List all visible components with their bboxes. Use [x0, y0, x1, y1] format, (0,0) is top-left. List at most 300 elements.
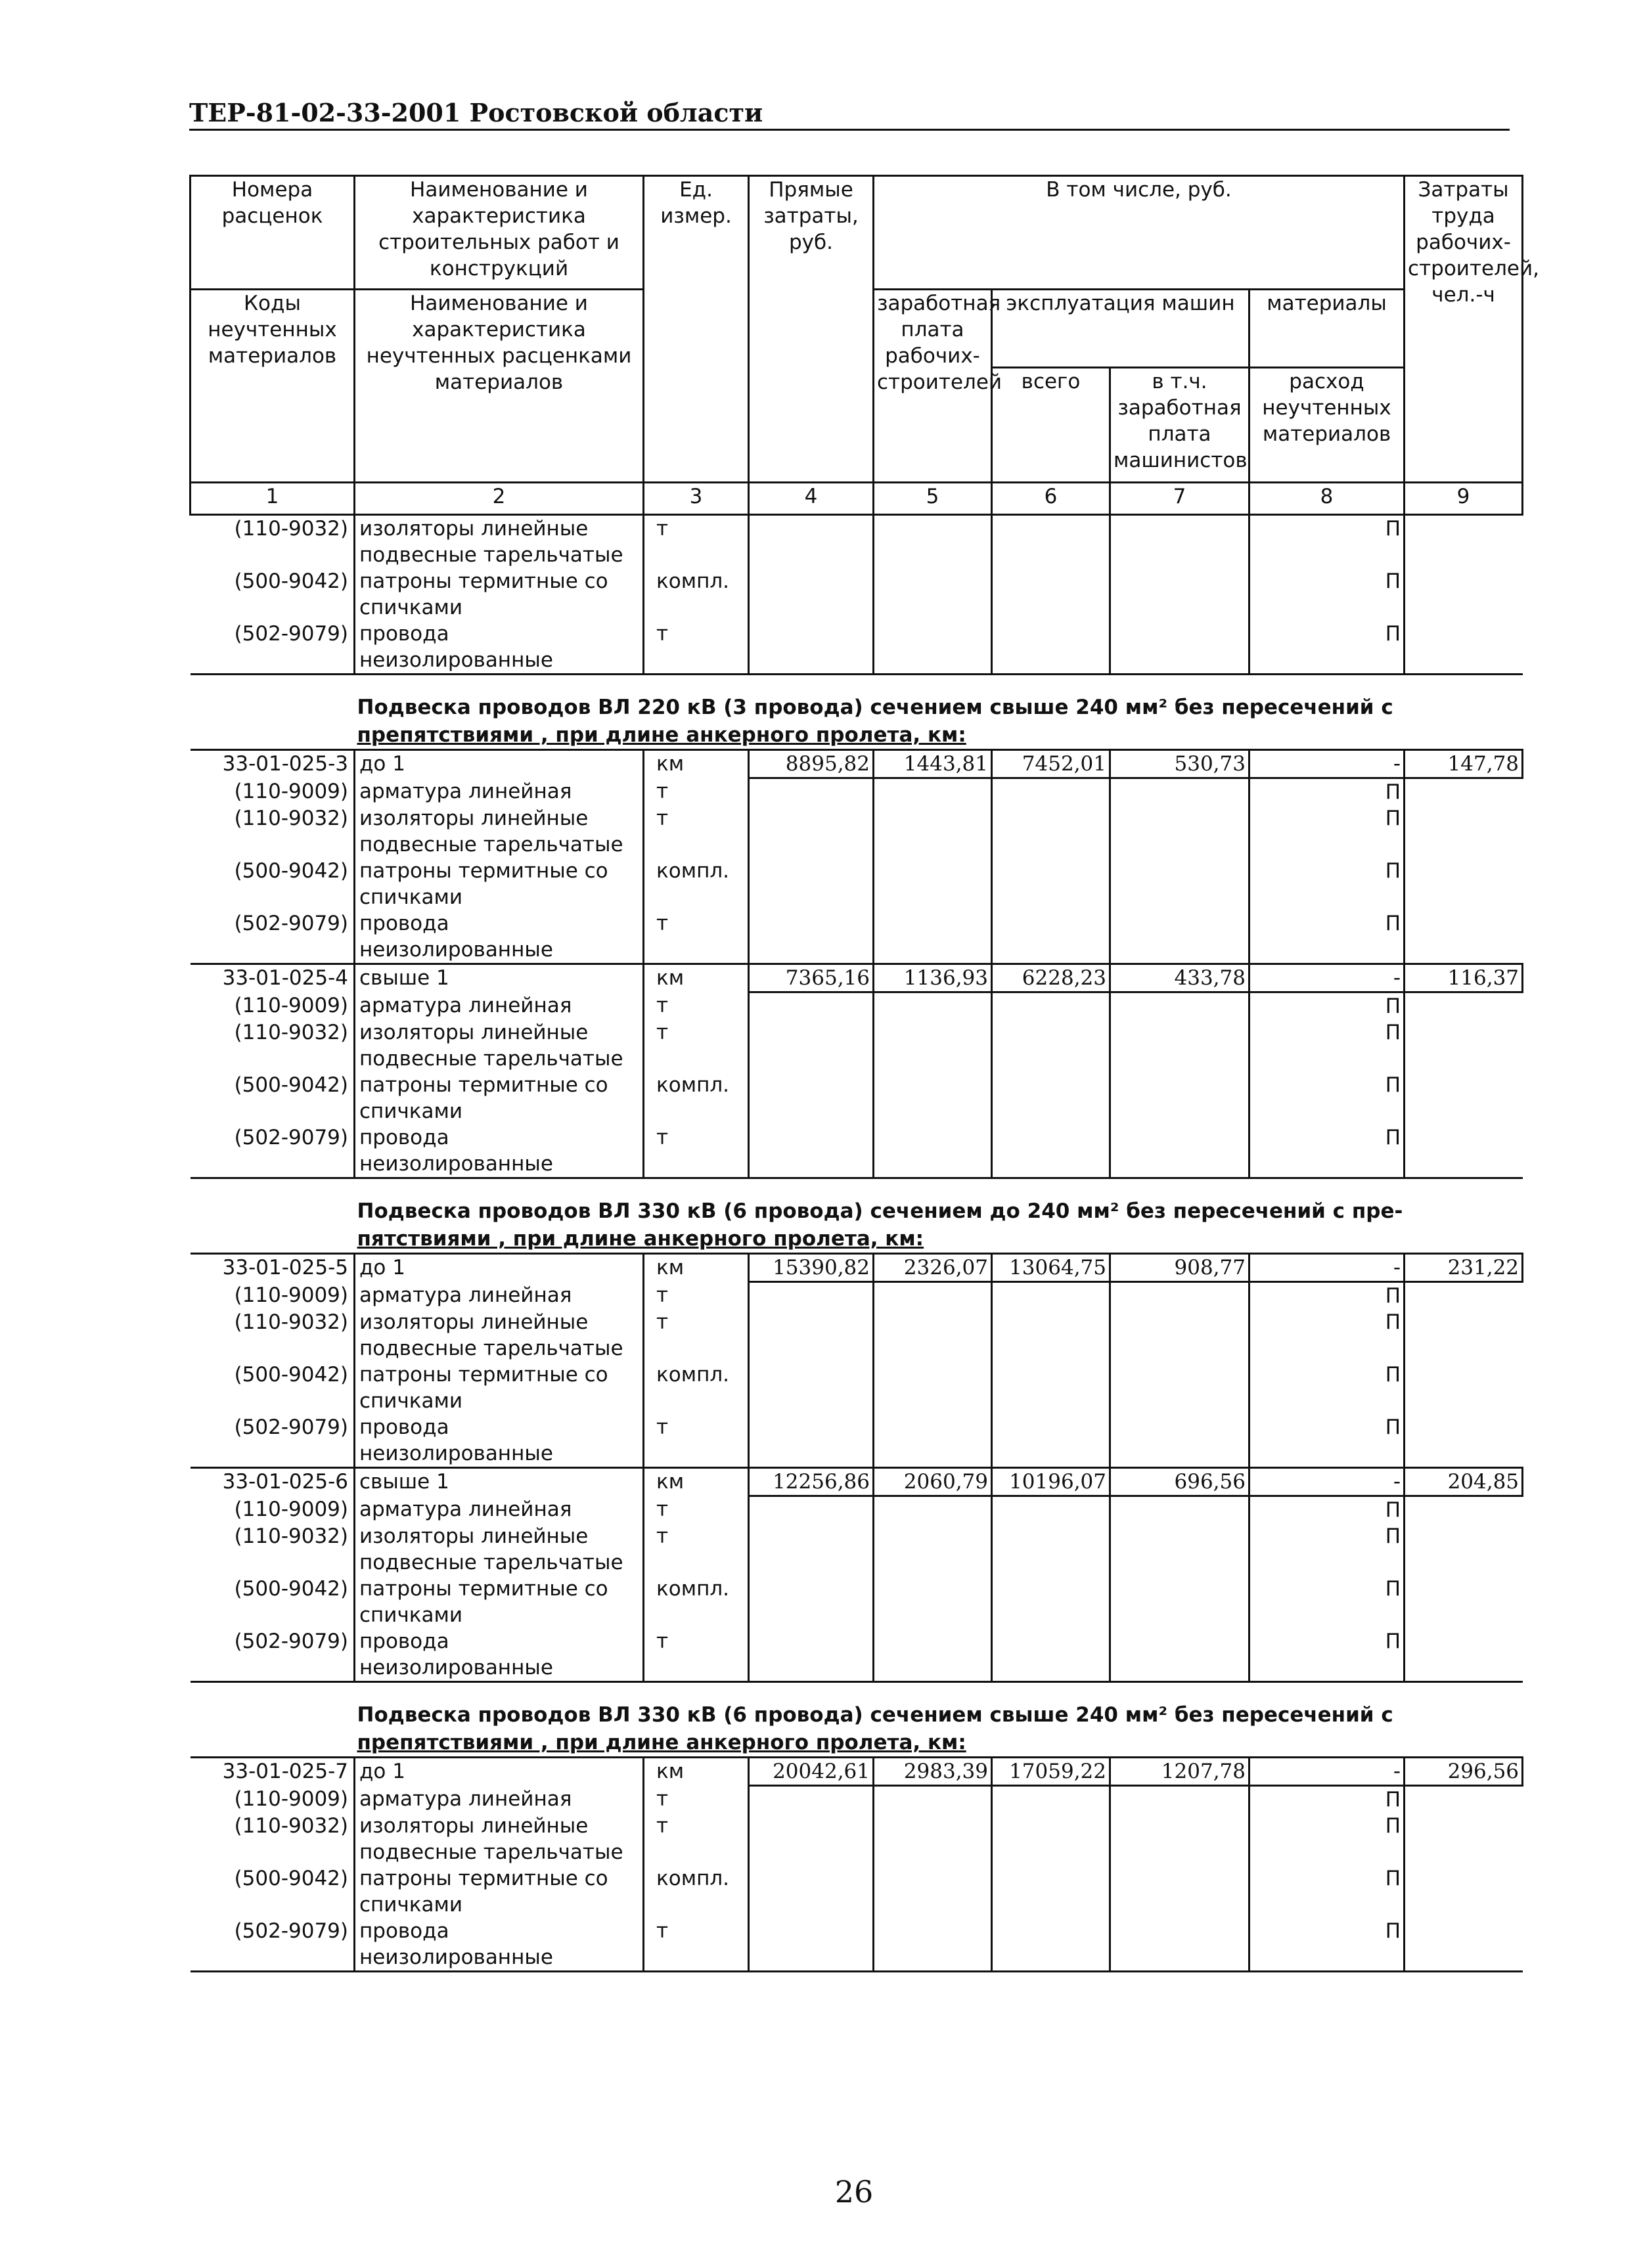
material-unit: т [644, 1282, 749, 1310]
empty-cell [749, 1865, 874, 1918]
section-title-row [191, 1682, 1523, 1758]
material-row [191, 1072, 1523, 1124]
material-unaccounted-mark: П [1249, 1072, 1405, 1124]
material-row [191, 1523, 1523, 1576]
empty-cell [749, 1496, 874, 1524]
empty-cell [874, 1496, 992, 1524]
wages-value: 1136,93 [874, 964, 992, 992]
material-code: (110-9009) [234, 1787, 348, 1811]
empty-cell [1405, 1414, 1523, 1468]
empty-cell [1110, 778, 1249, 806]
empty-cell [874, 1813, 992, 1865]
material-name: арматура линейная [355, 1496, 644, 1524]
material-code: (500-9042) [234, 859, 348, 883]
rate-name: до 1 [355, 1758, 644, 1786]
empty-cell [874, 992, 992, 1020]
empty-cell [749, 858, 874, 910]
header-labor: Затраты труда рабочих-строителей, чел.-ч [1405, 176, 1523, 483]
empty-cell [749, 1576, 874, 1628]
empty-cell [749, 805, 874, 858]
empty-cell [1405, 1309, 1523, 1362]
empty-cell [1110, 568, 1249, 621]
direct-costs-value: 8895,82 [749, 750, 874, 778]
empty-cell [1110, 992, 1249, 1020]
machinist-wages-value: 696,56 [1110, 1468, 1249, 1496]
empty-cell [1405, 1918, 1523, 1972]
empty-cell [749, 1918, 874, 1972]
material-unit: т [644, 1124, 749, 1178]
empty-cell [1405, 910, 1523, 964]
material-unaccounted-mark: П [1249, 1414, 1405, 1468]
page-number: 26 [834, 2174, 874, 2210]
material-row [191, 805, 1523, 858]
empty-cell [749, 1523, 874, 1576]
empty-cell [1110, 1496, 1249, 1524]
empty-cell [1110, 1019, 1249, 1072]
document-header: ТЕР-81-02-33-2001 Ростовской области [189, 97, 1510, 131]
material-row [191, 1019, 1523, 1072]
empty-cell [1405, 778, 1523, 806]
rate-unit: км [644, 750, 749, 778]
labor-value: 147,78 [1405, 750, 1523, 778]
material-name: арматура линейная [355, 778, 644, 806]
material-unaccounted-mark: П [1249, 1918, 1405, 1972]
empty-cell [1405, 805, 1523, 858]
material-unit: компл. [644, 568, 749, 621]
empty-cell [992, 1628, 1110, 1682]
empty-cell [992, 858, 1110, 910]
header-direct-costs: Прямые затраты, руб. [749, 176, 874, 483]
empty-cell [874, 805, 992, 858]
material-row [191, 568, 1523, 621]
header-incl-group: В том числе, руб. [874, 176, 1405, 290]
material-unit: т [644, 1813, 749, 1865]
materials-value: - [1249, 750, 1405, 778]
header-unit: Ед. измер. [644, 176, 749, 483]
empty-cell [1110, 1865, 1249, 1918]
empty-cell [874, 621, 992, 675]
empty-cell [992, 1865, 1110, 1918]
material-code: (110-9009) [234, 779, 348, 803]
material-name: патроны термитные со спичками [355, 1072, 644, 1124]
empty-cell [1110, 1124, 1249, 1178]
material-unaccounted-mark: П [1249, 1813, 1405, 1865]
section-title [355, 1682, 1523, 1758]
empty-cell [992, 778, 1110, 806]
empty-cell [1110, 621, 1249, 675]
material-name: провода неизолированные [355, 910, 644, 964]
material-unit: компл. [644, 1362, 749, 1414]
material-code: (110-9032) [191, 515, 355, 569]
empty-cell [874, 568, 992, 621]
table-body [191, 176, 1539, 1972]
header-col1-top: Номера расценок [191, 176, 355, 290]
empty-cell [992, 1576, 1110, 1628]
material-unaccounted-mark: П [1249, 1362, 1405, 1414]
material-row [191, 1414, 1523, 1468]
rate-unit: км [644, 1758, 749, 1786]
material-code: (110-9032) [234, 1021, 348, 1044]
direct-costs-value: 12256,86 [749, 1468, 874, 1496]
material-name: патроны термитные со спичками [355, 568, 644, 621]
material-unaccounted-mark: П [1249, 1786, 1405, 1813]
material-name: изоляторы линейные подвесные тарельчатые [355, 1813, 644, 1865]
empty-cell [749, 1072, 874, 1124]
material-code: (500-9042) [234, 1577, 348, 1601]
material-unit: т [644, 1019, 749, 1072]
column-number: 9 [1405, 483, 1523, 515]
empty-cell [992, 568, 1110, 621]
empty-cell [1110, 1362, 1249, 1414]
rate-code: 33-01-025-7 [191, 1758, 355, 1786]
column-number: 6 [992, 483, 1110, 515]
empty-cell [1405, 1362, 1523, 1414]
material-unit: компл. [644, 1576, 749, 1628]
header-materials-top: материалы [1249, 290, 1405, 368]
material-unit: т [644, 1523, 749, 1576]
material-code: (110-9009) [234, 1497, 348, 1521]
empty-cell [1405, 515, 1523, 569]
empty-cell [1110, 805, 1249, 858]
machines-value: 17059,22 [992, 1758, 1110, 1786]
empty-cell [749, 1786, 874, 1813]
empty-cell [1110, 1072, 1249, 1124]
material-unit: т [644, 1786, 749, 1813]
material-row [191, 515, 1523, 569]
material-row [191, 1918, 1523, 1972]
direct-costs-value: 20042,61 [749, 1758, 874, 1786]
machines-value: 13064,75 [992, 1254, 1110, 1282]
empty-cell [1405, 621, 1523, 675]
rate-row [191, 1758, 1523, 1786]
empty-cell [749, 1414, 874, 1468]
material-unaccounted-mark: П [1249, 1124, 1405, 1178]
material-unaccounted-mark: П [1249, 1865, 1405, 1918]
empty-cell [1405, 1523, 1523, 1576]
labor-value: 296,56 [1405, 1758, 1523, 1786]
empty-cell [992, 1124, 1110, 1178]
materials-value: - [1249, 1758, 1405, 1786]
machines-value: 10196,07 [992, 1468, 1110, 1496]
material-row [191, 1628, 1523, 1682]
rate-name: до 1 [355, 750, 644, 778]
material-unit: т [644, 621, 749, 675]
wages-value: 2326,07 [874, 1254, 992, 1282]
empty-cell [992, 515, 1110, 569]
empty-cell [992, 910, 1110, 964]
machinist-wages-value: 908,77 [1110, 1254, 1249, 1282]
rate-code: 33-01-025-4 [191, 964, 355, 992]
estimate-table [189, 175, 1539, 1972]
material-row [191, 778, 1523, 806]
material-code: (500-9042) [234, 569, 348, 593]
column-number: 8 [1249, 483, 1405, 515]
material-name: арматура линейная [355, 1282, 644, 1310]
header-machines-group: эксплуатация машин [992, 290, 1249, 368]
material-unit: т [644, 992, 749, 1020]
empty-cell [1110, 1414, 1249, 1468]
empty-cell [749, 1282, 874, 1310]
material-unaccounted-mark: П [1249, 992, 1405, 1020]
empty-cell [874, 1282, 992, 1310]
direct-costs-value: 15390,82 [749, 1254, 874, 1282]
rate-row [191, 750, 1523, 778]
column-number: 1 [191, 483, 355, 515]
material-code: (110-9032) [234, 1814, 348, 1838]
empty-cell [749, 568, 874, 621]
empty-cell [1110, 1523, 1249, 1576]
empty-cell [1405, 1865, 1523, 1918]
material-code: (500-9042) [234, 1867, 348, 1890]
materials-value: - [1249, 1468, 1405, 1496]
material-unaccounted-mark: П [1249, 1576, 1405, 1628]
material-code: (502-9079) [234, 912, 348, 935]
empty-cell [1110, 1918, 1249, 1972]
material-unit: т [644, 778, 749, 806]
empty-cell [992, 1786, 1110, 1813]
header-wages: заработная плата рабочих-строителей [874, 290, 992, 483]
empty-cell [749, 1813, 874, 1865]
section-title-line: Подвеска проводов ВЛ 220 кВ (3 провода) сечением свыше 240 мм² без пересечений с [357, 696, 1393, 719]
material-name: изоляторы линейные подвесные тарельчатые [355, 1019, 644, 1072]
machinist-wages-value: 433,78 [1110, 964, 1249, 992]
material-row [191, 1813, 1523, 1865]
rate-row [191, 1254, 1523, 1282]
column-number: 7 [1110, 483, 1249, 515]
labor-value: 204,85 [1405, 1468, 1523, 1496]
materials-value: - [1249, 1254, 1405, 1282]
empty-cell [874, 778, 992, 806]
material-name: провода неизолированные [355, 1918, 644, 1972]
empty-cell [1110, 1576, 1249, 1628]
empty-cell [749, 1628, 874, 1682]
empty-cell [874, 1072, 992, 1124]
empty-cell [874, 1124, 992, 1178]
material-row [191, 858, 1523, 910]
material-unaccounted-mark: П [1249, 910, 1405, 964]
empty-cell [1110, 1309, 1249, 1362]
empty-cell [1110, 1282, 1249, 1310]
rate-unit: км [644, 1254, 749, 1282]
empty-cell [191, 675, 355, 750]
header-machinist-wages: в т.ч. заработная плата машинистов [1110, 368, 1249, 483]
empty-cell [749, 1309, 874, 1362]
empty-cell [992, 992, 1110, 1020]
column-number: 4 [749, 483, 874, 515]
section-title-row [191, 675, 1523, 750]
material-unit: т [644, 805, 749, 858]
material-code: (110-9032) [234, 807, 348, 830]
material-name: арматура линейная [355, 1786, 644, 1813]
empty-cell [874, 1786, 992, 1813]
material-code: (110-9032) [234, 1310, 348, 1334]
empty-cell [992, 1496, 1110, 1524]
empty-cell [992, 1813, 1110, 1865]
section-title-line: Подвеска проводов ВЛ 330 кВ (6 провода) сечением до 240 мм² без пересечений с пре- [357, 1199, 1403, 1223]
material-unaccounted-mark: П [1249, 1019, 1405, 1072]
empty-cell [874, 1523, 992, 1576]
empty-cell [191, 1682, 355, 1758]
material-name: патроны термитные со спичками [355, 858, 644, 910]
empty-cell [749, 621, 874, 675]
empty-cell [874, 1918, 992, 1972]
material-name: провода неизолированные [355, 621, 644, 675]
wages-value: 1443,81 [874, 750, 992, 778]
material-unit: т [644, 1414, 749, 1468]
material-name: изоляторы линейные подвесные тарельчатые [355, 515, 644, 569]
material-unit: компл. [644, 1072, 749, 1124]
material-unaccounted-mark: П [1249, 1523, 1405, 1576]
labor-value: 231,22 [1405, 1254, 1523, 1282]
material-row [191, 1309, 1523, 1362]
material-code: (110-9009) [234, 993, 348, 1017]
material-unaccounted-mark: П [1249, 1496, 1405, 1524]
material-name: провода неизолированные [355, 1628, 644, 1682]
material-code: (502-9079) [234, 622, 348, 646]
rate-unit: км [644, 964, 749, 992]
empty-cell [874, 1362, 992, 1414]
machines-value: 6228,23 [992, 964, 1110, 992]
material-row [191, 1282, 1523, 1310]
material-unaccounted-mark: П [1249, 1282, 1405, 1310]
material-name: изоляторы линейные подвесные тарельчатые [355, 805, 644, 858]
empty-cell [1405, 568, 1523, 621]
empty-cell [1405, 992, 1523, 1020]
machines-value: 7452,01 [992, 750, 1110, 778]
header-machines-total: всего [992, 368, 1110, 483]
material-unaccounted-mark: П [1249, 1309, 1405, 1362]
material-unit: компл. [644, 1865, 749, 1918]
wages-value: 2060,79 [874, 1468, 992, 1496]
empty-cell [992, 1072, 1110, 1124]
empty-cell [1405, 1496, 1523, 1524]
header-col1-bottom: Коды неучтенных материалов [191, 290, 355, 483]
material-unit: т [644, 515, 749, 569]
section-title-line: Подвеска проводов ВЛ 330 кВ (6 провода) сечением свыше 240 мм² без пересечений с [357, 1703, 1393, 1727]
material-name: патроны термитные со спичками [355, 1362, 644, 1414]
empty-cell [749, 1124, 874, 1178]
material-row [191, 621, 1523, 675]
material-unit: компл. [644, 858, 749, 910]
empty-cell [1110, 1786, 1249, 1813]
rate-name: свыше 1 [355, 1468, 644, 1496]
empty-cell [992, 1019, 1110, 1072]
material-code: (502-9079) [234, 1630, 348, 1653]
empty-cell [191, 1178, 355, 1254]
material-code: (502-9079) [191, 1918, 355, 1972]
material-code: (500-9042) [234, 1363, 348, 1387]
column-number: 2 [355, 483, 644, 515]
material-row [191, 992, 1523, 1020]
rate-code: 33-01-025-3 [191, 750, 355, 778]
direct-costs-value: 7365,16 [749, 964, 874, 992]
material-row [191, 1362, 1523, 1414]
material-unaccounted-mark: П [1249, 858, 1405, 910]
empty-cell [749, 1019, 874, 1072]
empty-cell [1405, 1786, 1523, 1813]
column-numbers-row [191, 483, 1523, 515]
empty-cell [874, 910, 992, 964]
empty-cell [874, 1628, 992, 1682]
labor-value: 116,37 [1405, 964, 1523, 992]
material-row [191, 1865, 1523, 1918]
empty-cell [1110, 910, 1249, 964]
header-col2-bottom: Наименование и характеристика неучтенных расценками материалов [355, 290, 644, 483]
header-materials-consumption: расход неучтенных материалов [1249, 368, 1405, 483]
empty-cell [1110, 1628, 1249, 1682]
rate-code: 33-01-025-6 [191, 1468, 355, 1496]
material-code: (110-9009) [234, 1283, 348, 1307]
material-unaccounted-mark: П [1249, 568, 1405, 621]
empty-cell [992, 1918, 1110, 1972]
empty-cell [749, 910, 874, 964]
material-row [191, 1786, 1523, 1813]
empty-cell [992, 1309, 1110, 1362]
section-title-row [191, 1178, 1523, 1254]
rate-name: до 1 [355, 1254, 644, 1282]
rate-row [191, 1468, 1523, 1496]
section-title-line: препятствиями , при длине анкерного пролета, км: [357, 1731, 966, 1754]
empty-cell [1405, 858, 1523, 910]
empty-cell [1405, 1282, 1523, 1310]
material-unaccounted-mark: П [1249, 805, 1405, 858]
material-name: провода неизолированные [355, 1414, 644, 1468]
empty-cell [992, 621, 1110, 675]
material-unaccounted-mark: П [1249, 1628, 1405, 1682]
material-name: патроны термитные со спичками [355, 1576, 644, 1628]
material-name: провода неизолированные [355, 1124, 644, 1178]
empty-cell [1110, 1813, 1249, 1865]
empty-cell [874, 1019, 992, 1072]
machinist-wages-value: 1207,78 [1110, 1758, 1249, 1786]
material-name: арматура линейная [355, 992, 644, 1020]
wages-value: 2983,39 [874, 1758, 992, 1786]
empty-cell [1405, 1628, 1523, 1682]
empty-cell [874, 858, 992, 910]
header-col2-top: Наименование и характеристика строительных работ и конструкций [355, 176, 644, 290]
material-code: (502-9079) [234, 1126, 348, 1149]
empty-cell [874, 1576, 992, 1628]
material-row [191, 1576, 1523, 1628]
section-title [355, 1178, 1523, 1254]
empty-cell [992, 1282, 1110, 1310]
material-unaccounted-mark: П [1249, 621, 1405, 675]
material-name: изоляторы линейные подвесные тарельчатые [355, 1309, 644, 1362]
material-row [191, 910, 1523, 964]
rate-unit: км [644, 1468, 749, 1496]
material-unaccounted-mark: П [1249, 778, 1405, 806]
empty-cell [1110, 858, 1249, 910]
material-code: (502-9079) [234, 1415, 348, 1439]
materials-value: - [1249, 964, 1405, 992]
material-code: (110-9032) [234, 1524, 348, 1548]
material-unit: т [644, 1496, 749, 1524]
empty-cell [1110, 515, 1249, 569]
machinist-wages-value: 530,73 [1110, 750, 1249, 778]
empty-cell [874, 1865, 992, 1918]
material-code: (500-9042) [234, 1073, 348, 1097]
material-unit: т [644, 1918, 749, 1972]
empty-cell [749, 992, 874, 1020]
material-unit: т [644, 910, 749, 964]
column-number: 3 [644, 483, 749, 515]
empty-cell [749, 1362, 874, 1414]
empty-cell [874, 1414, 992, 1468]
empty-cell [1405, 1813, 1523, 1865]
section-title [355, 675, 1523, 750]
empty-cell [992, 805, 1110, 858]
rate-code: 33-01-025-5 [191, 1254, 355, 1282]
